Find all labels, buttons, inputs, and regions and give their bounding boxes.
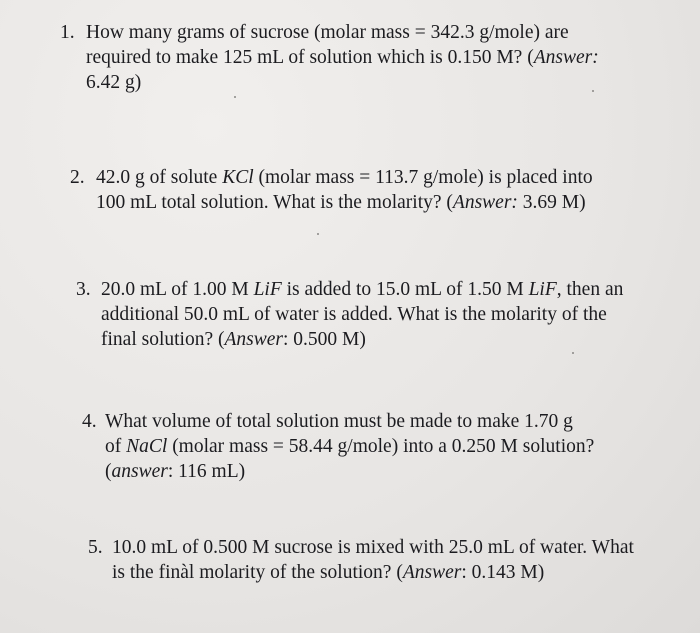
- answer-value: 3.69 M): [517, 192, 586, 213]
- question-4-line-1: 4. What volume of total solution must be made to make 1.70 g: [82, 411, 573, 432]
- question-4-line-2: of NaCl (molar mass = 58.44 g/mole) into a 0.250 M solution?: [105, 436, 595, 457]
- answer-label: answer: [111, 461, 168, 482]
- question-4: [82, 409, 594, 484]
- answer-label: Answer:: [452, 192, 518, 213]
- question-3-line-1: 3. 20.0 mL of 1.00 M LiF is added to 15.0 mL of 1.50 M LiF, then an: [76, 279, 624, 300]
- question-1-line-3: [86, 70, 599, 95]
- question-3-line-2: additional 50.0 mL of water is added. What is the molarity of the: [101, 304, 607, 325]
- question-2: [70, 165, 593, 215]
- answer-value: : 116 mL): [167, 461, 246, 482]
- question-5-line-2: is the finàl molarity of the solution? (Answer: 0.143 M): [112, 562, 545, 583]
- paper-speck: [317, 233, 319, 235]
- paper-speck: [572, 352, 574, 354]
- question-1-number: 1.: [60, 22, 75, 43]
- question-3-line-3: final solution? (Answer: 0.500 M): [101, 329, 366, 350]
- question-5: [88, 535, 634, 585]
- question-3: [76, 277, 623, 352]
- answer-label: Answer: [224, 329, 283, 350]
- formula-nacl: NaCl: [126, 436, 168, 457]
- question-5-number: 5.: [88, 537, 103, 558]
- question-4-number: 4.: [82, 411, 97, 432]
- formula-lif: LiF: [253, 279, 282, 300]
- answer-label: Answer:: [533, 47, 599, 68]
- answer-value: : 0.143 M): [461, 562, 545, 583]
- question-1: [60, 20, 599, 95]
- formula-lif: LiF: [528, 279, 557, 300]
- question-5-line-1: 5. 10.0 mL of 0.500 M sucrose is mixed with 25.0 mL of water. What: [88, 537, 634, 558]
- question-1-line-2: required to make 125 mL of solution which is 0.150 M? (Answer:: [86, 47, 599, 68]
- question-4-line-3: (answer: 116 mL): [105, 461, 246, 482]
- question-2-line-2: 100 mL total solution. What is the molarity? (Answer: 3.69 M): [96, 192, 586, 213]
- paper-speck: [234, 96, 236, 98]
- formula-kcl: KCl: [222, 167, 254, 188]
- answer-value: : 0.500 M): [282, 329, 366, 350]
- question-3-number: 3.: [76, 279, 91, 300]
- question-2-line-1: 2. 42.0 g of solute KCl (molar mass = 113.7 g/mole) is placed into: [70, 167, 593, 188]
- question-1-line-1: 1. How many grams of sucrose (molar mass = 342.3 g/mole) are: [60, 22, 569, 43]
- question-2-number: 2.: [70, 167, 85, 188]
- answer-label: Answer: [402, 562, 462, 583]
- answer-value: 6.42 g): [86, 72, 142, 93]
- paper-speck: [592, 90, 594, 92]
